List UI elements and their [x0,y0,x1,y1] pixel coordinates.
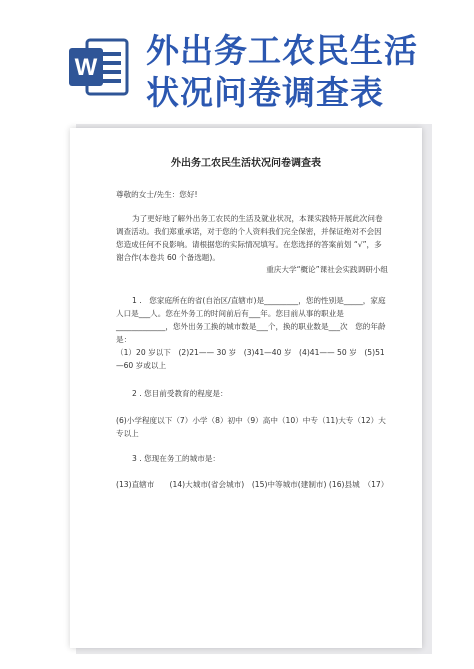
question-3-options: (13)直辖市 (14)大城市(省会城市) (15)中等城市(建制市) (16)县城 （17） [116,480,389,489]
question-1-options: （1）20 岁以下 (2)21—— 30 岁 (3)41—40 岁 (4)41—— 50 岁 (5)51—60 岁或以上 [116,348,385,370]
intro-paragraph: 为了更好地了解外出务工农民的生活及就业状况，本课实践特开展此次问卷调查活动。我们郑重承诺，对于您的个人资料我们完全保密，并保证绝对不会因您造成任何不良影响。请根据您的实际情况填写。在您选择的答案前划 “√”，多谢合作(本卷共 60 个备选题)。 [116,214,383,262]
banner-title-line2: 状况问卷调查表 [146,73,384,112]
banner-title [146,30,466,114]
document-page [70,128,422,648]
question-2-options: (6)小学程度以下（7）小学（8）初中（9）高中（10）中专（11)大专（12）大专以上 [116,416,386,438]
greeting: 尊敬的女士/先生：您好! [116,190,198,199]
document-title: 外出务工农民生活状况问卷调查表 [171,158,321,169]
question-2: 2 . 您目前受教育的程度是： [132,389,228,398]
signature: 重庆大学“概论”课社会实践调研小组 [266,265,388,274]
question-1: 1 . 您家庭所在的省(自治区/直辖市)是_________，您的性别是_____，家庭人口是___人。您在外务工的时间前后有___年。您目前从事的职业是_____________，您外出务工换的城市数是___个，换的职业数是___次 您的年龄是： [116,296,386,344]
word-icon [67,36,129,98]
word-icon-letter: W [74,54,98,81]
banner-title-line1: 外出务工农民生活 [146,31,418,70]
header-banner [0,0,474,110]
question-3: 3 . 您现在务工的城市是： [132,454,221,463]
